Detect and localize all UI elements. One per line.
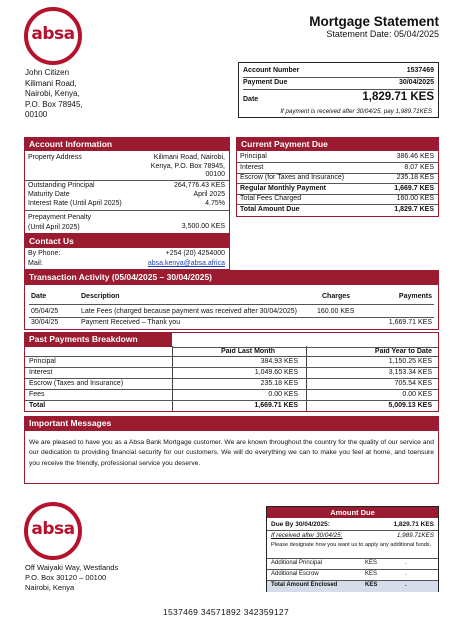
maturity-label: Maturity Date <box>28 191 70 198</box>
interest-value: 8.07 KES <box>404 164 434 171</box>
property-address-label: Property Address <box>28 154 82 161</box>
breakdown-label: Interest <box>29 369 53 376</box>
customer-address <box>25 68 83 121</box>
address-line: John Citizen <box>25 68 70 77</box>
logo-text: absa <box>31 519 75 539</box>
current-payment-row <box>240 153 434 161</box>
txn-charges: 160.00 KES <box>317 308 355 315</box>
summary-amount: 1,829.71 KES <box>362 91 434 103</box>
principal-label: Principal <box>240 153 267 160</box>
regular-payment-label: Regular Monthly Payment <box>240 185 326 192</box>
interest-rate-value: 4.75% <box>205 200 225 207</box>
breakdown-last: 235.18 KES <box>260 380 298 387</box>
address-line: Nairobi, Kenya, <box>25 89 80 99</box>
total-due-value: 1,829.7 KES <box>394 206 434 213</box>
outstanding-label: Outstanding Principal <box>28 182 95 189</box>
current-payment-row <box>240 206 434 214</box>
escrow-value: 235.18 KES <box>396 174 434 181</box>
breakdown-ytd: 3,153.34 KES <box>388 369 432 376</box>
date-label: Date <box>243 96 259 104</box>
total-enclosed-unit: KES <box>365 582 378 588</box>
outstanding-value: 264,776.43 KES <box>174 182 225 189</box>
transaction-box <box>24 270 439 330</box>
account-info-box <box>24 137 230 234</box>
fees-value: 160.00 KES <box>396 195 434 202</box>
branch-address-line: Nairobi, Kenya <box>25 583 75 593</box>
amount-due-box <box>266 506 439 592</box>
property-line: 00100 <box>205 171 225 179</box>
col-charges: Charges <box>322 293 351 300</box>
instructions: Please designate how you want us to apply any additional funds. <box>271 542 432 548</box>
breakdown-box <box>24 332 439 412</box>
interest-label: Interest <box>240 164 264 171</box>
txn-date: 05/04/25 <box>31 308 59 315</box>
breakdown-ytd: 705.54 KES <box>394 380 432 387</box>
phone-label: By Phone: <box>28 250 61 257</box>
txn-description: Payment Received – Thank you <box>81 319 181 326</box>
additional-escrow-input[interactable]: . <box>405 571 407 577</box>
property-line: Kilimani Road, Nairobi, <box>153 154 225 161</box>
additional-escrow-label: Additional Escrow <box>271 571 319 577</box>
due-by-label: Due By 30/04/2025: <box>271 521 330 528</box>
breakdown-label: Total <box>29 402 46 409</box>
current-payment-row <box>240 164 434 172</box>
current-payment-box <box>236 137 439 217</box>
due-by-value: 1,829.71 KES <box>393 521 434 528</box>
breakdown-last: 384.93 KES <box>260 358 298 365</box>
col-paid-ytd: Paid Year to Date <box>374 348 432 355</box>
current-payment-row <box>240 185 434 193</box>
summary-box <box>238 62 439 118</box>
total-due-label: Total Amount Due <box>240 206 300 213</box>
interest-rate-label: Interest Rate (Until April 2025) <box>28 200 122 207</box>
breakdown-last: 1,669.71 KES <box>254 402 298 409</box>
messages-body: We are pleased to have you as a Absa Bank Mortgage customer. We are known throughout the country for the quality of our service and our dedication to providing financial security for our customers. We will do everything we can to make you feel at home, and toensure you receive the friendly, professional service you deserve. <box>29 439 434 467</box>
mail-label: Mail: <box>28 260 43 267</box>
breakdown-label: Fees <box>29 391 45 398</box>
contact-box <box>24 234 230 270</box>
contact-title: Contact Us <box>25 235 229 248</box>
account-number-label: Account Number <box>243 67 300 74</box>
absa-logo-footer <box>24 502 82 560</box>
penalty-label <box>28 213 91 232</box>
late-value: 1,989.71KES <box>396 532 434 539</box>
address-line: P.O. Box 78945, <box>25 99 83 109</box>
branch-address-line: Off Waiyaki Way, Westlands <box>25 563 119 572</box>
additional-principal-unit: KES <box>365 560 378 566</box>
col-date: Date <box>31 293 47 300</box>
txn-payments: 1,669.71 KES <box>388 319 432 326</box>
col-description: Description <box>81 293 120 300</box>
total-enclosed-label: Total Amount Enclosed <box>271 582 338 588</box>
additional-principal-input[interactable]: . <box>405 560 407 566</box>
escrow-label: Escrow (for Taxes and Insurance) <box>240 174 345 181</box>
breakdown-last: 1,049.60 KES <box>254 369 298 376</box>
breakdown-label: Escrow (Taxes and Insurance) <box>29 380 124 387</box>
current-payment-row <box>240 195 434 203</box>
col-paid-last-month: Paid Last Month <box>221 348 276 355</box>
breakdown-title: Past Payments Breakdown <box>29 334 138 344</box>
reference-number: 1537469 34571892 342359127 <box>163 607 289 617</box>
breakdown-label: Principal <box>29 358 56 365</box>
branch-address-line: P.O. Box 30120 – 00100 <box>25 573 107 583</box>
address-line: 00100 <box>25 110 48 120</box>
late-label: If received after 30/04/25: <box>271 532 343 539</box>
property-line: Kenya, P.O. Box 78945, <box>150 162 225 170</box>
logo-text: absa <box>31 24 75 44</box>
transaction-title: Transaction Activity (05/04/2025 – 30/04/2025) <box>25 271 438 285</box>
messages-title: Important Messages <box>25 417 438 431</box>
col-payments: Payments <box>398 293 432 300</box>
additional-escrow-unit: KES <box>365 571 378 577</box>
penalty-label-line: (Until April 2025) <box>28 223 80 231</box>
breakdown-last: 0.00 KES <box>268 391 298 398</box>
txn-description: Late Fees (charged because payment was received after 30/04/2025) <box>81 308 297 315</box>
penalty-value: 3,500.00 KES <box>181 223 225 230</box>
property-address <box>151 154 225 180</box>
current-payment-title: Current Payment Due <box>237 138 438 151</box>
breakdown-ytd: 1,150.25 KES <box>388 358 432 365</box>
regular-payment-value: 1,669.7 KES <box>394 185 434 192</box>
principal-value: 386.46 KES <box>396 153 434 160</box>
payment-due: 30/04/2025 <box>398 79 434 86</box>
page-title: Mortgage Statement <box>309 14 439 29</box>
payment-due-label: Payment Due <box>243 79 288 86</box>
absa-logo <box>24 7 82 65</box>
penalty-label-line: Prepayment Penalty <box>28 214 92 221</box>
account-number: 1537469 <box>406 67 434 74</box>
phone-value[interactable]: +254 (20) 4254000 <box>165 250 225 257</box>
breakdown-ytd: 0.00 KES <box>402 391 432 398</box>
txn-date: 30/04/25 <box>31 319 59 326</box>
statement-date: Statement Date: 05/04/2025 <box>326 29 439 39</box>
amount-due-title: Amount Due <box>330 508 375 517</box>
total-enclosed-input[interactable]: . <box>405 582 407 588</box>
fees-label: Total Fees Charged <box>240 195 302 202</box>
branch-address <box>25 563 118 594</box>
address-line: Kilimani Road, <box>25 78 77 88</box>
current-payment-row <box>240 174 434 182</box>
maturity-value: April 2025 <box>193 191 225 198</box>
mail-link[interactable]: absa.kenya@absa.africa <box>147 260 225 267</box>
account-info-title: Account Information <box>25 138 229 151</box>
late-payment-note: If payment is received after 30/04/25, pay 1,989.71KES <box>280 108 432 115</box>
breakdown-ytd: 5,009.13 KES <box>388 402 432 409</box>
messages-box <box>24 416 439 484</box>
additional-principal-label: Additional Principal <box>271 560 323 566</box>
